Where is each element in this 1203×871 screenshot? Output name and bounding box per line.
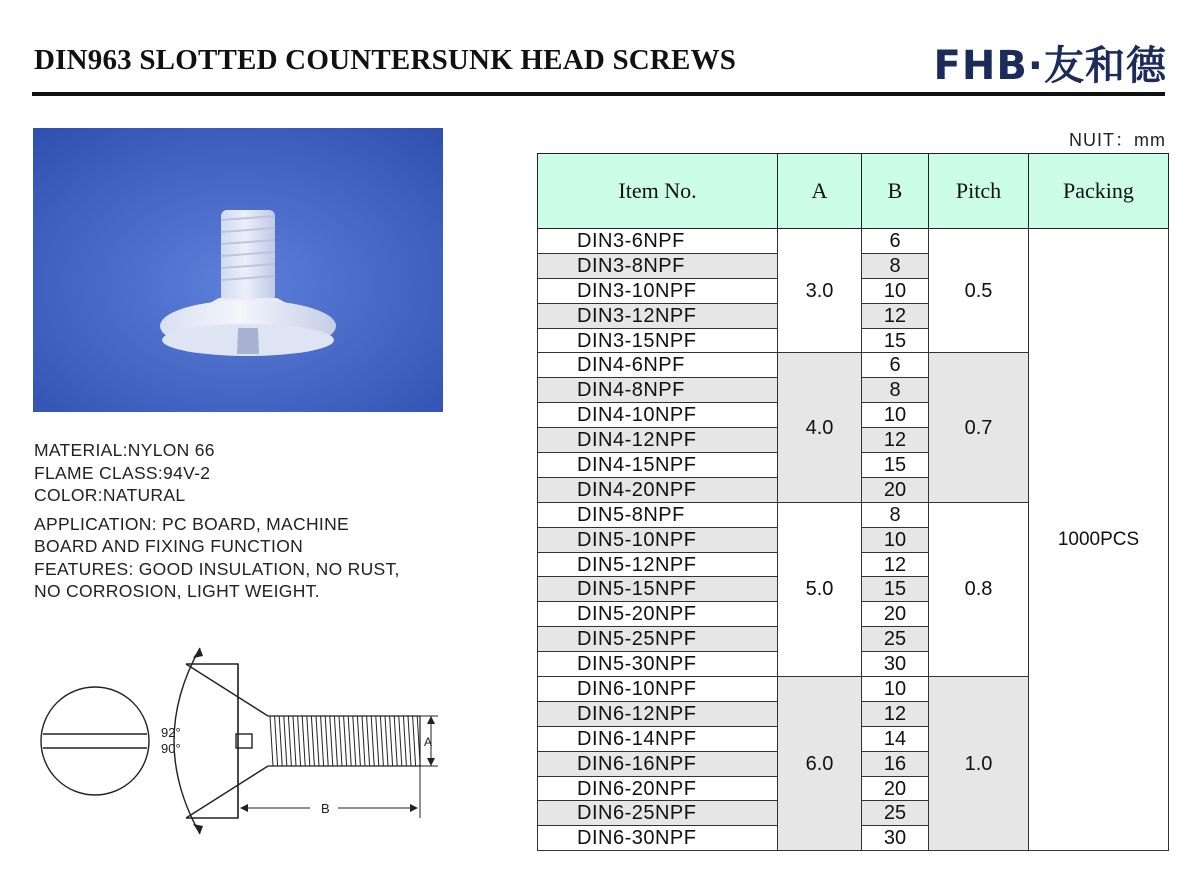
item-no-cell: DIN4-12NPF	[538, 428, 778, 453]
b-cell: 10	[862, 403, 929, 428]
b-cell: 30	[862, 826, 929, 851]
b-cell: 6	[862, 353, 929, 378]
angle-label-90: 90°	[161, 741, 181, 756]
item-no-cell: DIN5-12NPF	[538, 552, 778, 577]
b-cell: 15	[862, 577, 929, 602]
item-no-cell: DIN5-15NPF	[538, 577, 778, 602]
item-no-cell: DIN6-25NPF	[538, 801, 778, 826]
b-cell: 25	[862, 627, 929, 652]
product-table	[537, 153, 1169, 851]
b-cell: 15	[862, 328, 929, 353]
b-cell: 12	[862, 701, 929, 726]
b-cell: 12	[862, 303, 929, 328]
b-cell: 25	[862, 801, 929, 826]
b-cell: 6	[862, 229, 929, 254]
item-no-cell: DIN6-12NPF	[538, 701, 778, 726]
item-no-cell: DIN5-10NPF	[538, 527, 778, 552]
item-no-cell: DIN6-20NPF	[538, 776, 778, 801]
b-cell: 8	[862, 378, 929, 403]
flame-class-text: FLAME CLASS:94V-2	[34, 462, 211, 483]
a-cell: 6.0	[778, 677, 862, 851]
b-cell: 8	[862, 253, 929, 278]
item-no-cell: DIN3-6NPF	[538, 229, 778, 254]
pitch-cell: 0.8	[929, 502, 1029, 676]
item-no-cell: DIN4-10NPF	[538, 403, 778, 428]
item-no-cell: DIN4-8NPF	[538, 378, 778, 403]
table-body	[538, 229, 1169, 851]
pitch-cell: 1.0	[929, 677, 1029, 851]
product-photo	[33, 128, 443, 412]
material-text: MATERIAL:NYLON 66	[34, 440, 215, 460]
b-cell: 12	[862, 428, 929, 453]
a-cell: 5.0	[778, 502, 862, 676]
header-packing: Packing	[1029, 154, 1169, 229]
unit-label: NUIT：mm	[1069, 130, 1166, 150]
item-no-cell: DIN3-10NPF	[538, 278, 778, 303]
a-cell: 3.0	[778, 229, 862, 353]
b-cell: 20	[862, 776, 929, 801]
pitch-cell: 0.5	[929, 229, 1029, 353]
b-cell: 10	[862, 527, 929, 552]
b-cell: 20	[862, 477, 929, 502]
b-cell: 15	[862, 453, 929, 478]
item-no-cell: DIN4-6NPF	[538, 353, 778, 378]
pitch-cell: 0.7	[929, 353, 1029, 502]
brand-logo: FHB·友和德	[933, 43, 1167, 89]
color-text: COLOR:NATURAL	[34, 485, 186, 505]
item-no-cell: DIN6-30NPF	[538, 826, 778, 851]
technical-drawing	[38, 636, 448, 846]
item-no-cell: DIN4-20NPF	[538, 477, 778, 502]
dimension-a-label: A	[424, 735, 433, 749]
item-no-cell: DIN6-10NPF	[538, 677, 778, 702]
item-no-cell: DIN5-25NPF	[538, 627, 778, 652]
application-text-1: APPLICATION: PC BOARD, MACHINE	[34, 513, 349, 534]
item-no-cell: DIN5-8NPF	[538, 502, 778, 527]
application-text-2: BOARD AND FIXING FUNCTION	[34, 536, 304, 556]
header-item-no: Item No.	[538, 154, 778, 229]
b-cell: 20	[862, 602, 929, 627]
table-header-row	[538, 154, 1169, 229]
item-no-cell: DIN3-8NPF	[538, 253, 778, 278]
item-no-cell: DIN4-15NPF	[538, 453, 778, 478]
b-cell: 30	[862, 652, 929, 677]
page-title: DIN963 SLOTTED COUNTERSUNK HEAD SCREWS	[34, 44, 737, 76]
b-cell: 16	[862, 751, 929, 776]
header-pitch: Pitch	[929, 154, 1029, 229]
item-no-cell: DIN5-30NPF	[538, 652, 778, 677]
packing-cell: 1000PCS	[1029, 229, 1169, 851]
item-no-cell: DIN3-12NPF	[538, 303, 778, 328]
features-text-1: FEATURES: GOOD INSULATION, NO RUST,	[34, 558, 400, 579]
header-a: A	[778, 154, 862, 229]
b-cell: 10	[862, 677, 929, 702]
features-text-2: NO CORROSION, LIGHT WEIGHT.	[34, 581, 320, 601]
header-b: B	[862, 154, 929, 229]
item-no-cell: DIN6-14NPF	[538, 726, 778, 751]
item-no-cell: DIN5-20NPF	[538, 602, 778, 627]
item-no-cell: DIN3-15NPF	[538, 328, 778, 353]
title-divider	[32, 92, 1165, 96]
dimension-b-label: B	[321, 801, 330, 816]
spec-text	[34, 439, 474, 603]
table-row	[538, 229, 1169, 254]
a-cell: 4.0	[778, 353, 862, 502]
item-no-cell: DIN6-16NPF	[538, 751, 778, 776]
b-cell: 12	[862, 552, 929, 577]
b-cell: 14	[862, 726, 929, 751]
b-cell: 10	[862, 278, 929, 303]
b-cell: 8	[862, 502, 929, 527]
angle-label-92: 92°	[161, 725, 181, 740]
